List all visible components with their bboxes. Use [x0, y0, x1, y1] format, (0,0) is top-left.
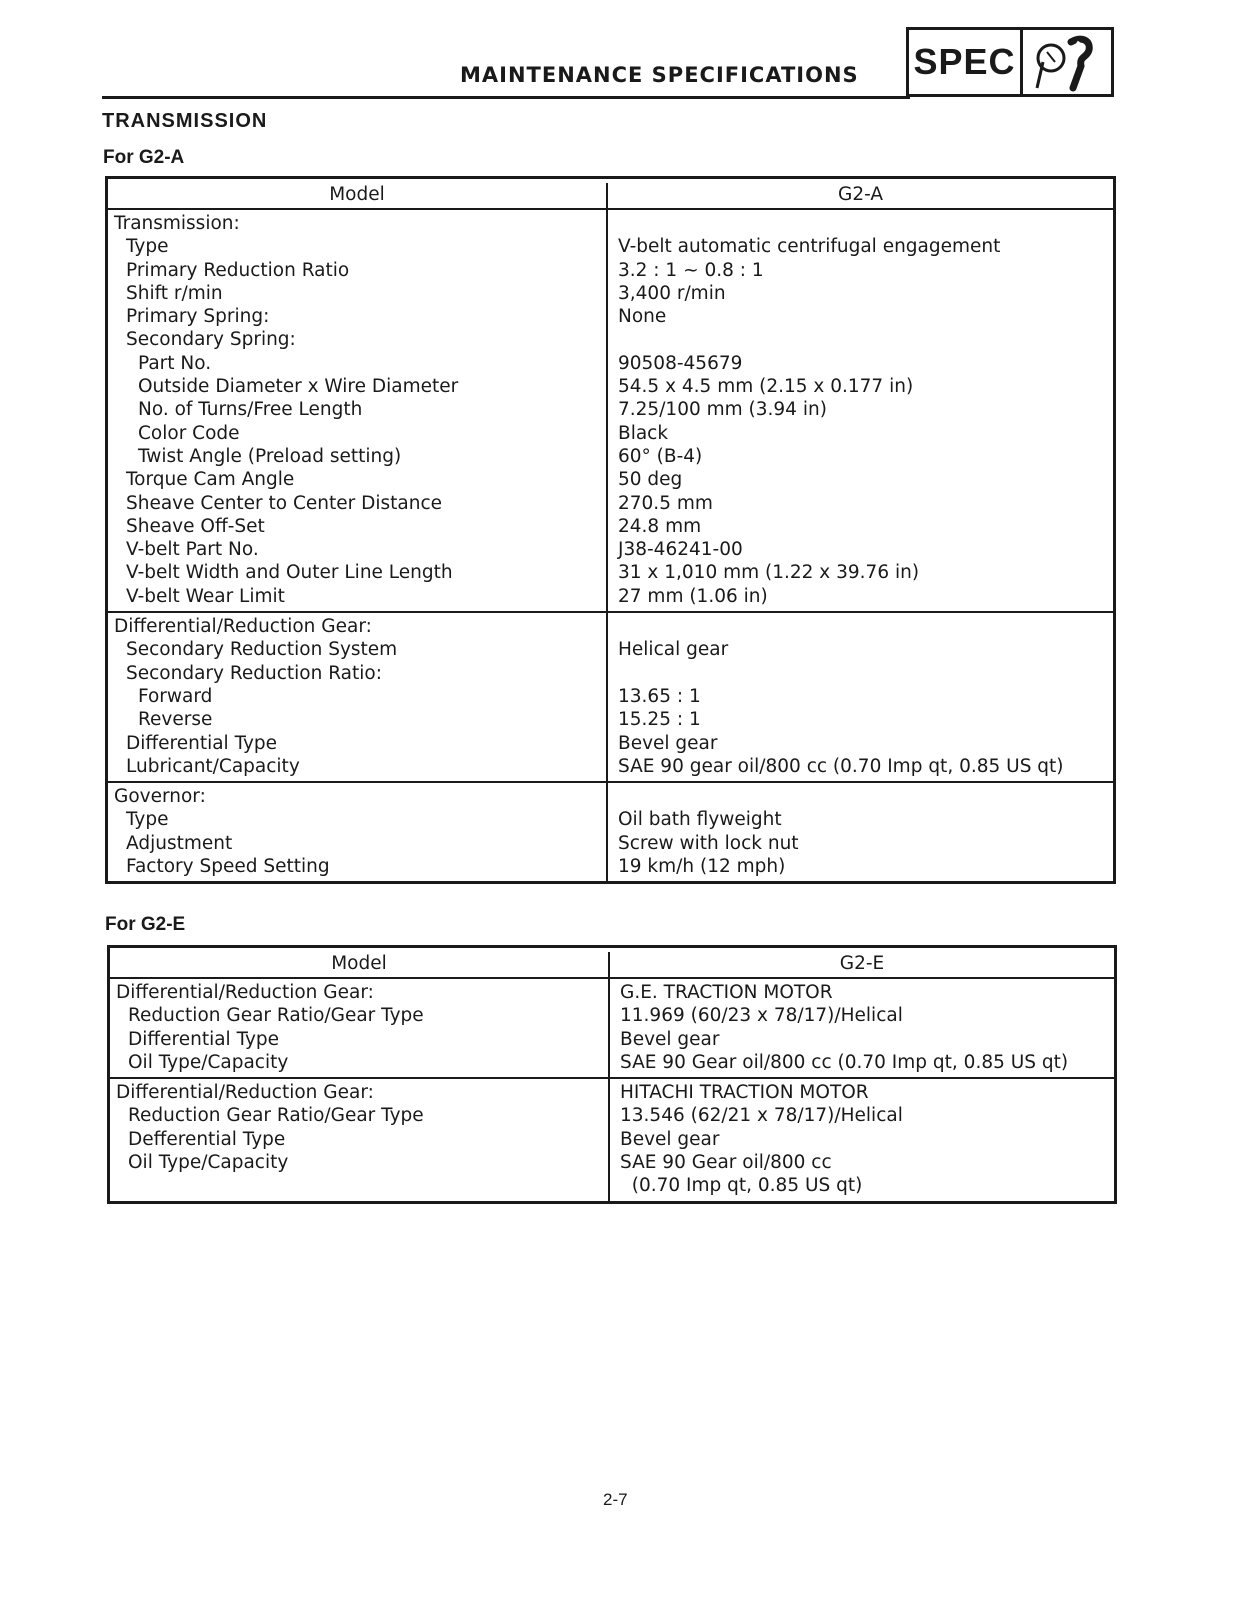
spec-value: SAE 90 gear oil/800 cc (0.70 Imp qt, 0.85 US qt) [618, 755, 1064, 777]
table-e-heading: For G2-E [105, 914, 186, 935]
table-row-group [108, 613, 1113, 783]
spec-label: Torque Cam Angle [126, 469, 295, 491]
spec-label: Forward [138, 685, 213, 707]
spec-value: 19 km/h (12 mph) [618, 856, 786, 878]
spec-label: Type [126, 236, 169, 258]
spec-label: Factory Speed Setting [126, 856, 330, 878]
spec-label: Differential/Reduction Gear: [116, 982, 374, 1003]
spec-label: Differential/Reduction Gear: [114, 616, 372, 638]
table-header-row [108, 179, 1113, 210]
spec-value [608, 785, 1113, 808]
spec-label: Oil Type/Capacity [128, 1152, 289, 1174]
spec-label: Reverse [138, 709, 213, 731]
value-cell [608, 210, 1113, 611]
spec-value: HITACHI TRACTION MOTOR [620, 1082, 869, 1104]
spec-value: 7.25/100 mm (3.94 in) [618, 399, 827, 421]
table-row-group [110, 979, 1114, 1079]
spec-value: Helical gear [618, 639, 729, 661]
spec-label: Sheave Off-Set [126, 515, 265, 537]
spec-label: Primary Reduction Ratio [126, 259, 350, 281]
spec-badge [906, 27, 1114, 97]
spec-badge-label: SPEC [909, 30, 1023, 94]
spec-value: 27 mm (1.06 in) [618, 585, 768, 607]
spec-value: SAE 90 Gear oil/800 cc (0.70 Imp qt, 0.85 US qt) [620, 1051, 1069, 1073]
spec-label: Reduction Gear Ratio/Gear Type [128, 1005, 424, 1027]
spec-label: Shift r/min [126, 282, 223, 304]
label-cell [110, 1079, 610, 1200]
spec-label: Part No. [138, 352, 212, 374]
value-cell [610, 1079, 1114, 1200]
spec-label: Primary Spring: [126, 306, 270, 328]
table-row-group [108, 210, 1113, 613]
value-cell [610, 979, 1114, 1077]
g2e-column-header: G2-E [839, 953, 885, 974]
spec-label: Transmission: [114, 213, 240, 234]
model-column-header: Model [108, 183, 608, 208]
spec-label: Secondary Reduction System [126, 639, 398, 661]
spec-label: Differential Type [126, 732, 278, 754]
label-cell [108, 613, 608, 781]
spec-label: V-belt Width and Outer Line Length [126, 562, 453, 584]
spec-value: 11.969 (60/23 x 78/17)/Helical [620, 1005, 903, 1027]
label-cell [108, 210, 608, 611]
spec-label [110, 1174, 608, 1197]
spec-value: Screw with lock nut [618, 832, 799, 854]
spec-table-g2e [107, 945, 1117, 1204]
spec-value: J38-46241-00 [618, 539, 743, 561]
spec-value: 15.25 : 1 [618, 709, 701, 731]
spec-value: Bevel gear [618, 732, 718, 754]
spec-label: V-belt Wear Limit [126, 585, 285, 607]
spec-label: Type [126, 809, 169, 831]
spec-value: 50 deg [618, 469, 683, 491]
spec-value: 54.5 x 4.5 mm (2.15 x 0.177 in) [618, 376, 914, 398]
spec-value: None [618, 306, 667, 328]
spec-label: Defferential Type [128, 1128, 286, 1150]
label-cell [108, 783, 608, 881]
spec-label: No. of Turns/Free Length [138, 399, 363, 421]
spec-label: Secondary Spring: [126, 329, 296, 351]
spec-label: Differential Type [128, 1028, 280, 1050]
spec-label: Sheave Center to Center Distance [126, 492, 443, 514]
spec-label: Differential/Reduction Gear: [116, 1082, 374, 1104]
page-number: 2-7 [603, 1490, 628, 1509]
spec-value: 31 x 1,010 mm (1.22 x 39.76 in) [618, 562, 920, 584]
spec-value: Bevel gear [620, 1128, 720, 1150]
spec-value [608, 328, 1113, 351]
label-cell [110, 979, 610, 1077]
spec-value: 90508-45679 [618, 352, 743, 374]
spec-value [608, 662, 1113, 685]
spec-value: Bevel gear [620, 1028, 720, 1050]
spec-value: 60° (B-4) [618, 445, 703, 467]
page-header-title: MAINTENANCE SPECIFICATIONS [460, 63, 859, 87]
g2a-column-header: G2-A [837, 184, 884, 205]
section-title: TRANSMISSION [102, 110, 268, 132]
spec-value: 24.8 mm [618, 515, 702, 537]
spec-value [608, 212, 1113, 235]
table-header-row [110, 948, 1114, 979]
spec-label: Adjustment [126, 832, 233, 854]
header-rule [102, 96, 910, 99]
spec-label: Outside Diameter x Wire Diameter [138, 376, 459, 398]
spec-value: SAE 90 Gear oil/800 cc [620, 1152, 832, 1174]
table-row-group [108, 783, 1113, 881]
value-cell [608, 783, 1113, 881]
spec-label: Reduction Gear Ratio/Gear Type [128, 1105, 424, 1127]
spec-value: 3,400 r/min [618, 282, 726, 304]
spec-value: (0.70 Imp qt, 0.85 US qt) [620, 1175, 863, 1197]
spec-value: 270.5 mm [618, 492, 713, 514]
spec-value: G.E. TRACTION MOTOR [620, 982, 833, 1003]
spec-value [608, 615, 1113, 638]
spec-value: Black [618, 422, 669, 444]
spec-value: 13.65 : 1 [618, 685, 701, 707]
spec-label: Oil Type/Capacity [128, 1051, 289, 1073]
spec-label: Secondary Reduction Ratio: [126, 662, 382, 684]
table-row-group [110, 1079, 1114, 1200]
spec-value: Oil bath flyweight [618, 809, 782, 831]
spec-label: Color Code [138, 422, 240, 444]
table-a-heading: For G2-A [103, 147, 185, 168]
spec-value: V-belt automatic centrifugal engagement [618, 236, 1001, 258]
spec-label: Governor: [114, 786, 206, 808]
spec-value: 13.546 (62/21 x 78/17)/Helical [620, 1105, 903, 1127]
spec-value: 3.2 : 1 ~ 0.8 : 1 [618, 259, 764, 281]
value-cell [608, 613, 1113, 781]
spec-label: V-belt Part No. [126, 539, 259, 561]
wrench-and-gauge-icon [1023, 30, 1111, 94]
spec-table-g2a [105, 176, 1116, 884]
spec-label: Lubricant/Capacity [126, 755, 300, 777]
spec-label: Twist Angle (Preload setting) [138, 445, 402, 467]
model-column-header: Model [110, 952, 610, 977]
